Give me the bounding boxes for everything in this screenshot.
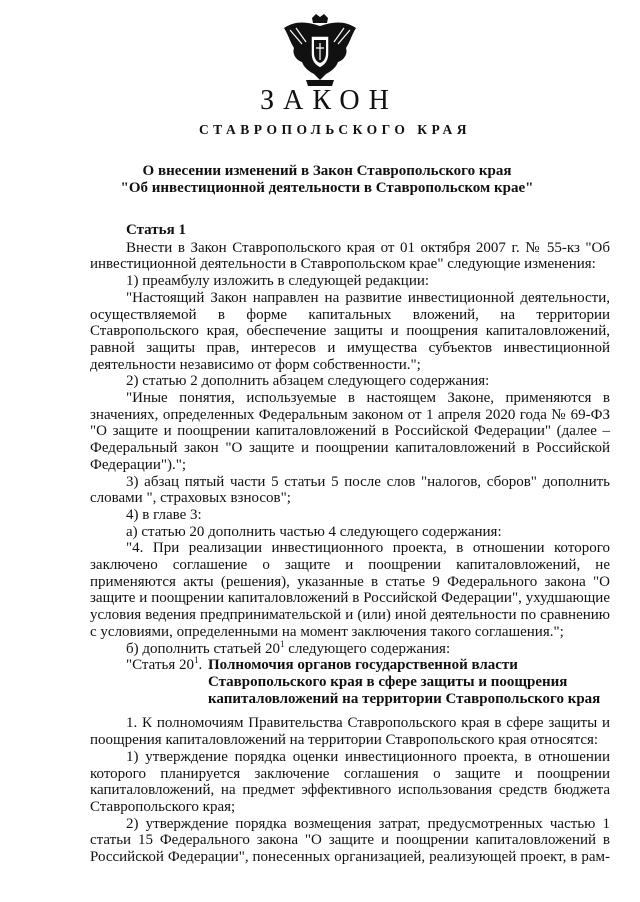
item-4b-text: б) дополнить статьей 20 [126,640,281,657]
paragraph-preamble: "Настоящий Закон направлен на развитие инвестиционной деятельности, осуществляемой в форме капитальных вложений, на территории Ставропольского края, обеспечение защиты и поощрения капиталовложений, равной защиты прав, интересов и имущества субъектов инвестиционной деятельности независимо от форм собственности."; [90,289,610,373]
paragraph-item-1: 1) преамбулу изложить в следующей редакции: [126,273,430,290]
article-20-1-title [208,657,610,674]
paragraph-item-4b [90,638,610,658]
article-20-1-header [90,657,610,674]
paragraph-item-2: 2) статью 2 дополнить абзацем следующего содержания: [126,373,490,390]
item-4b-text-end: следующего содержания: [284,640,451,657]
coat-of-arms-icon [278,14,362,88]
law-body [90,222,610,866]
paragraph-part-4: "4. При реализации инвестиционного проекта, в отношении которого заключено соглашение о защите и поощрении капиталовложений, не применяются акты (решения), указанные в статье 9 Федерального закона "О защите и поощрении капиталовложений в Российской Федерации", ухудшающие условия ведения предпринимательской и (или) иной деятельности по сравнению с условиями, определенными на момент заключения такого соглашения."; [90,540,610,640]
paragraph-powers: 1. К полномочиям Правительства Ставропольского края в сфере защиты и поощрения капиталовложений на территории Ставропольского края относятся: [90,715,610,749]
article-20-1-title-line-1: Полномочия органов государственной власти [208,657,518,674]
article-20-1-label [90,657,208,674]
paragraph-intro: Внести в Закон Ставропольского края от 01 октября 2007 г. № 55-кз "Об инвестиционной деятельности в Ставропольском крае" следующие изменения: [90,239,610,273]
law-subtitle: СТАВРОПОЛЬСКОГО КРАЯ [198,122,472,137]
item-4b-superscript: 1 [280,638,285,649]
paragraph-item-4a: а) статью 20 дополнить частью 4 следующего содержания: [126,523,502,540]
paragraph-power-1: 1) утверждение порядка оценки инвестиционного проекта, в отношении которого планируется заключение соглашения о защите и поощрении капиталовложений, на предмет эффективного использования средств бюджета Ставропольского края; [90,748,610,815]
article-20-1-superscript: 1 [193,655,199,666]
law-heading-line-1: О внесении изменений в Закон Ставропольского края [142,163,512,179]
paragraph-concepts: "Иные понятия, используемые в настоящем Законе, применяются в значениях, определенных Федеральным законом от 1 апреля 2020 года № 69-ФЗ "О защите и поощрении капиталовложений в Российской Федерации" (далее – Федеральный закон "О защите и поощрении капиталовложений в Российской Федерации")."; [90,390,610,473]
article-20-1-label-text: "Статья 20 [126,657,194,674]
article-20-1-title-line-3: капиталовложений на территории Ставропольского края [208,690,601,707]
law-heading-line-2: "Об инвестиционной деятельности в Ставропольском крае" [120,180,534,196]
paragraph-power-2: 2) утверждение порядка возмещения затрат, предусмотренных частью 1 статьи 15 Федерального закона "О защите и поощрении капиталовложений в Российской Федерации", понесенных организацией, реализующей проект, в рам- [90,815,610,866]
law-title: ЗАКОН [260,85,398,116]
article-1-title: Статья 1 [126,222,186,238]
paragraph-item-3: 3) абзац пятый части 5 статьи 5 после слов "налогов, сборов" дополнить словами ", страховых взносов"; [90,473,610,507]
article-20-1-dot: . [198,657,203,674]
paragraph-item-4: 4) в главе 3: [126,506,202,523]
article-20-1-title-line-2: Ставропольского края в сфере защиты и поощрения [208,673,568,690]
